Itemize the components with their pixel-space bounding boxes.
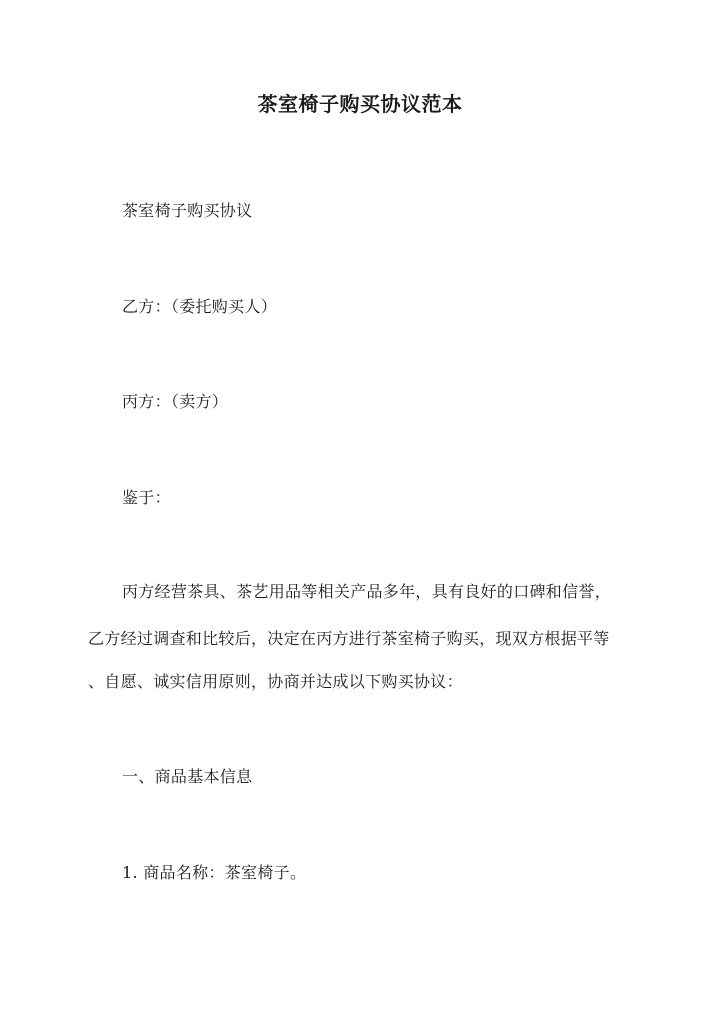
paragraph-line-2: 乙方经过调查和比较后，决定在丙方进行茶室椅子购买，现双方根据平等 <box>88 629 610 648</box>
item-1-line: 1. 商品名称：茶室椅子。 <box>122 863 307 882</box>
agreement-heading: 茶室椅子购买协议 <box>122 201 253 220</box>
section-1-title: 一、商品基本信息 <box>122 767 253 786</box>
party-c-line: 丙方：（卖方） <box>122 392 229 411</box>
whereas-line: 鉴于： <box>122 488 171 507</box>
paragraph-line-3: 、自愿、诚实信用原则，协商并达成以下购买协议： <box>88 672 463 691</box>
paragraph-line-1: 丙方经营茶具、茶艺用品等相关产品多年，具有良好的口碑和信誉， <box>122 582 612 601</box>
document-title: 茶室椅子购买协议范本 <box>257 92 463 116</box>
party-b-line: 乙方：（委托购买人） <box>122 297 278 316</box>
